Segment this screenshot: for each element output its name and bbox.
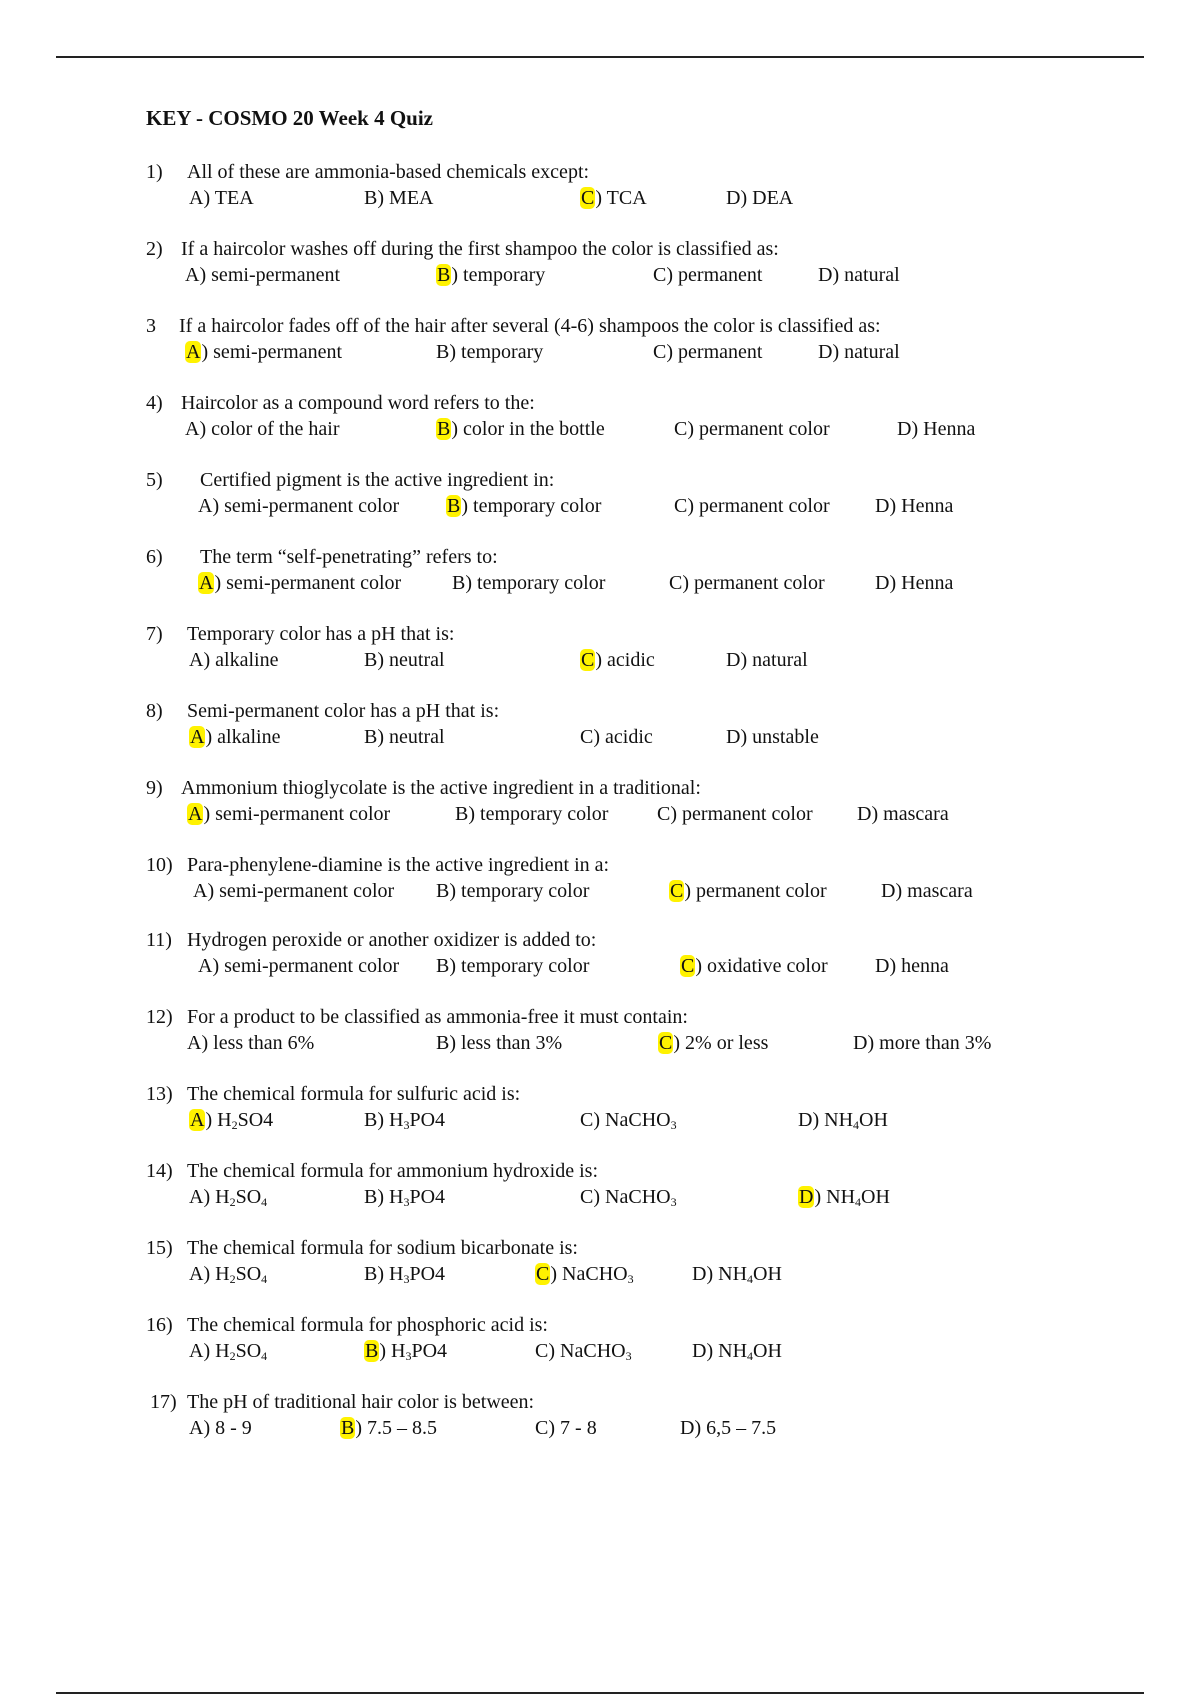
question-number: 12) <box>146 1006 173 1028</box>
option-a <box>185 264 340 287</box>
option-c <box>657 803 813 826</box>
option-c <box>580 649 655 672</box>
option-d <box>818 341 900 364</box>
option-a <box>189 1263 267 1286</box>
option-letter: C <box>674 418 688 440</box>
option-text: ) 7.5 – 8.5 <box>355 1417 438 1439</box>
option-letter: C <box>653 341 667 363</box>
option-a <box>198 495 399 518</box>
answer-highlight: C <box>581 649 595 671</box>
option-text: ) permanent color <box>687 418 830 440</box>
option-letter: B <box>364 1186 378 1208</box>
question-number: 15) <box>146 1237 173 1259</box>
question-number: 13) <box>146 1083 173 1105</box>
question-text: Semi-permanent color has a pH that is: <box>187 700 500 722</box>
answer-highlight: B <box>341 1417 355 1439</box>
option-letter: A <box>185 418 200 440</box>
option-c <box>535 1417 597 1440</box>
option-text: ) $H_3PO4$ <box>377 1186 446 1209</box>
option-letter: B <box>455 803 469 825</box>
option-c <box>580 187 647 210</box>
option-letter: A <box>189 1186 204 1208</box>
option-a <box>187 1032 314 1055</box>
question-15 <box>0 1237 1200 1297</box>
question-6 <box>0 546 1200 606</box>
option-letter: D <box>818 341 833 363</box>
answer-highlight: A <box>190 1109 205 1131</box>
option-c <box>580 726 653 749</box>
question-text: The chemical formula for sulfuric acid is: <box>187 1083 521 1105</box>
question-17 <box>0 1391 1200 1451</box>
question-number: 10) <box>146 854 173 876</box>
option-c <box>674 418 830 441</box>
question-number: 5) <box>146 469 163 491</box>
option-letter: D <box>881 880 896 902</box>
option-letter: B <box>436 955 450 977</box>
option-letter: A <box>189 1340 204 1362</box>
option-text: ) temporary color <box>449 880 590 902</box>
option-text: ) semi-permanent <box>201 341 343 363</box>
option-letter: D <box>726 187 741 209</box>
question-14 <box>0 1160 1200 1220</box>
option-text: ) color in the bottle <box>451 418 605 440</box>
option-text: ) natural <box>832 264 900 286</box>
option-text: ) color of the hair <box>199 418 340 440</box>
question-12 <box>0 1006 1200 1066</box>
option-letter: B <box>436 1032 450 1054</box>
option-text: ) temporary <box>451 264 546 286</box>
question-text: If a haircolor fades off of the hair after several (4-6) shampoos the color is classified as: <box>179 315 881 337</box>
option-b <box>364 726 445 749</box>
question-9 <box>0 777 1200 837</box>
question-10 <box>0 854 1200 914</box>
option-text: ) $NH_4OH$ <box>706 1263 782 1286</box>
option-letter: D <box>853 1032 868 1054</box>
option-letter: D <box>857 803 872 825</box>
question-number: 3 <box>146 315 156 337</box>
option-a <box>189 649 278 672</box>
option-d <box>875 572 953 595</box>
question-text: Hydrogen peroxide or another oxidizer is added to: <box>187 929 597 951</box>
option-b <box>436 264 545 287</box>
option-text: ) more than 3% <box>867 1032 992 1054</box>
option-c <box>680 955 828 978</box>
option-a <box>198 572 401 595</box>
question-text: The chemical formula for sodium bicarbonate is: <box>187 1237 578 1259</box>
option-b <box>364 1186 445 1209</box>
answer-highlight: C <box>659 1032 673 1054</box>
option-d <box>897 418 975 441</box>
option-b <box>436 418 605 441</box>
question-text: For a product to be classified as ammonia-free it must contain: <box>187 1006 688 1028</box>
question-number: 2) <box>146 238 163 260</box>
option-letter: A <box>189 1263 204 1285</box>
option-letter: D <box>875 572 890 594</box>
option-text: ) permanent <box>666 341 763 363</box>
option-a <box>193 880 394 903</box>
question-text: The chemical formula for phosphoric acid is: <box>187 1314 548 1336</box>
option-letter: B <box>452 572 466 594</box>
option-a <box>187 803 390 826</box>
option-c <box>580 1186 677 1209</box>
option-letter: C <box>657 803 671 825</box>
option-letter: D <box>692 1263 707 1285</box>
answer-highlight: B <box>447 495 461 517</box>
answer-highlight: B <box>437 418 451 440</box>
option-text: ) natural <box>832 341 900 363</box>
option-text: ) Henna <box>889 572 954 594</box>
question-16 <box>0 1314 1200 1374</box>
option-b <box>446 495 601 518</box>
option-d <box>726 649 808 672</box>
option-text: ) $NH_4OH$ <box>814 1186 890 1209</box>
option-letter: D <box>818 264 833 286</box>
option-a <box>185 341 342 364</box>
option-text: ) permanent color <box>684 880 827 902</box>
option-letter: A <box>185 264 200 286</box>
option-text: ) $H_2SO_4$ <box>203 1186 268 1209</box>
option-text: ) DEA <box>740 187 794 209</box>
option-text: ) TCA <box>595 187 647 209</box>
option-letter: D <box>726 649 741 671</box>
option-text: ) NaCHO$_3$ <box>548 1340 632 1363</box>
option-d <box>798 1109 888 1132</box>
option-text: ) unstable <box>740 726 819 748</box>
option-text: ) temporary color <box>465 572 606 594</box>
option-letter: C <box>580 726 594 748</box>
option-a <box>189 1109 273 1132</box>
option-c <box>669 572 825 595</box>
option-text: ) oxidative color <box>695 955 828 977</box>
option-d <box>726 187 793 210</box>
option-text: ) temporary color <box>468 803 609 825</box>
option-text: ) $H_3PO4$ <box>377 1263 446 1286</box>
option-text: ) Henna <box>911 418 976 440</box>
page-title: KEY - COSMO 20 Week 4 Quiz <box>146 106 434 130</box>
question-text: Temporary color has a pH that is: <box>187 623 455 645</box>
option-c <box>535 1263 634 1286</box>
option-text: ) NaCHO$_3$ <box>593 1186 677 1209</box>
bottom-rule <box>56 1692 1144 1694</box>
option-text: ) $H_2SO_4$ <box>203 1340 268 1363</box>
option-b <box>455 803 608 826</box>
option-c <box>669 880 827 903</box>
option-c <box>653 264 762 287</box>
answer-highlight: A <box>186 341 201 363</box>
option-text: ) natural <box>740 649 808 671</box>
option-text: ) $H_3PO4$ <box>377 1109 446 1132</box>
option-text: ) permanent <box>666 264 763 286</box>
answer-highlight: D <box>799 1186 814 1208</box>
option-text: ) permanent color <box>687 495 830 517</box>
question-3 <box>0 315 1200 375</box>
option-c <box>580 1109 677 1132</box>
option-a <box>189 1417 252 1440</box>
option-letter: B <box>436 880 450 902</box>
question-text: The pH of traditional hair color is between: <box>187 1391 535 1413</box>
answer-highlight: B <box>437 264 451 286</box>
question-number: 7) <box>146 623 163 645</box>
option-text: ) NaCHO$_3$ <box>593 1109 677 1132</box>
option-b <box>364 649 445 672</box>
option-text: ) semi-permanent color <box>207 880 395 902</box>
option-b <box>436 1032 562 1055</box>
option-text: ) temporary color <box>449 955 590 977</box>
option-letter: D <box>692 1340 707 1362</box>
option-letter: C <box>674 495 688 517</box>
question-number: 8) <box>146 700 163 722</box>
option-text: ) permanent color <box>682 572 825 594</box>
option-text: ) neutral <box>377 649 445 671</box>
option-c <box>653 341 762 364</box>
question-number: 9) <box>146 777 163 799</box>
question-text: The term “self-penetrating” refers to: <box>200 546 498 568</box>
option-letter: C <box>535 1417 549 1439</box>
question-number: 11) <box>146 929 172 951</box>
option-letter: D <box>875 495 890 517</box>
answer-highlight: C <box>681 955 695 977</box>
option-letter: B <box>364 726 378 748</box>
option-text: ) 2% or less <box>673 1032 769 1054</box>
option-text: ) mascara <box>895 880 973 902</box>
option-b <box>364 1109 445 1132</box>
option-letter: C <box>535 1340 549 1362</box>
option-a <box>185 418 340 441</box>
top-rule <box>56 56 1144 58</box>
question-number: 17) <box>150 1391 177 1413</box>
option-c <box>674 495 830 518</box>
question-number: 4) <box>146 392 163 414</box>
option-text: ) Henna <box>889 495 954 517</box>
option-a <box>198 955 399 978</box>
question-4 <box>0 392 1200 452</box>
option-text: ) henna <box>889 955 949 977</box>
question-text: The chemical formula for ammonium hydroxide is: <box>187 1160 598 1182</box>
option-text: ) $H_3PO4$ <box>379 1340 448 1363</box>
option-letter: D <box>798 1109 813 1131</box>
option-text: ) $H_2SO4$ <box>205 1109 274 1132</box>
question-text: Certified pigment is the active ingredient in: <box>200 469 555 491</box>
option-text: ) semi-permanent color <box>212 495 400 517</box>
option-letter: A <box>198 495 213 517</box>
option-letter: C <box>580 1186 594 1208</box>
option-letter: D <box>897 418 912 440</box>
option-text: ) less than 6% <box>201 1032 315 1054</box>
option-b <box>340 1417 437 1440</box>
option-text: ) acidic <box>593 726 653 748</box>
answer-highlight: A <box>188 803 203 825</box>
question-number: 14) <box>146 1160 173 1182</box>
option-letter: B <box>436 341 450 363</box>
option-d <box>692 1263 782 1286</box>
option-d <box>692 1340 782 1363</box>
option-d <box>853 1032 991 1055</box>
answer-highlight: C <box>670 880 684 902</box>
question-11 <box>0 929 1200 989</box>
option-text: ) neutral <box>377 726 445 748</box>
answer-highlight: C <box>536 1263 550 1285</box>
option-d <box>881 880 973 903</box>
question-1 <box>0 161 1200 221</box>
option-letter: A <box>198 955 213 977</box>
option-b <box>364 1340 447 1363</box>
answer-highlight: C <box>581 187 595 209</box>
option-letter: B <box>364 1263 378 1285</box>
option-letter: A <box>189 649 204 671</box>
option-text: ) semi-permanent color <box>212 955 400 977</box>
option-text: ) temporary <box>449 341 544 363</box>
option-text: ) temporary color <box>461 495 602 517</box>
option-text: ) mascara <box>871 803 949 825</box>
option-letter: A <box>189 1417 204 1439</box>
option-letter: B <box>364 649 378 671</box>
option-text: ) alkaline <box>205 726 281 748</box>
question-8 <box>0 700 1200 760</box>
option-text: ) NaCHO$_3$ <box>550 1263 634 1286</box>
option-b <box>436 955 589 978</box>
option-text: ) acidic <box>595 649 655 671</box>
option-text: ) semi-permanent color <box>214 572 402 594</box>
question-text: Ammonium thioglycolate is the active ingredient in a traditional: <box>181 777 701 799</box>
option-a <box>189 726 280 749</box>
option-letter: B <box>364 187 378 209</box>
option-text: ) $NH_4OH$ <box>706 1340 782 1363</box>
option-letter: D <box>875 955 890 977</box>
option-letter: A <box>193 880 208 902</box>
option-text: ) 8 - 9 <box>203 1417 252 1439</box>
question-number: 1) <box>146 161 163 183</box>
question-text: Haircolor as a compound word refers to the: <box>181 392 535 414</box>
option-d <box>798 1186 890 1209</box>
question-7 <box>0 623 1200 683</box>
question-5 <box>0 469 1200 529</box>
question-2 <box>0 238 1200 298</box>
question-text: Para-phenylene-diamine is the active ingredient in a: <box>187 854 610 876</box>
option-text: ) permanent color <box>670 803 813 825</box>
option-text: ) semi-permanent color <box>203 803 391 825</box>
answer-highlight: A <box>199 572 214 594</box>
option-letter: A <box>187 1032 202 1054</box>
option-text: ) less than 3% <box>449 1032 563 1054</box>
option-letter: A <box>189 187 204 209</box>
option-text: ) MEA <box>377 187 434 209</box>
answer-highlight: B <box>365 1340 379 1362</box>
option-c <box>658 1032 768 1055</box>
option-text: ) alkaline <box>203 649 279 671</box>
option-text: ) 6,5 – 7.5 <box>694 1417 777 1439</box>
option-letter: C <box>653 264 667 286</box>
option-letter: D <box>680 1417 695 1439</box>
option-d <box>875 955 949 978</box>
option-letter: B <box>364 1109 378 1131</box>
option-text: ) $NH_4OH$ <box>812 1109 888 1132</box>
answer-highlight: A <box>190 726 205 748</box>
option-d <box>857 803 949 826</box>
option-letter: D <box>726 726 741 748</box>
option-b <box>452 572 605 595</box>
question-number: 6) <box>146 546 163 568</box>
option-text: ) $H_2SO_4$ <box>203 1263 268 1286</box>
option-b <box>364 1263 445 1286</box>
question-13 <box>0 1083 1200 1143</box>
option-d <box>680 1417 776 1440</box>
option-text: ) semi-permanent <box>199 264 341 286</box>
option-d <box>726 726 819 749</box>
option-text: ) TEA <box>203 187 254 209</box>
option-c <box>535 1340 632 1363</box>
question-text: All of these are ammonia-based chemicals except: <box>187 161 590 183</box>
option-d <box>818 264 900 287</box>
question-number: 16) <box>146 1314 173 1336</box>
option-text: ) 7 - 8 <box>548 1417 597 1439</box>
option-a <box>189 1340 267 1363</box>
option-a <box>189 1186 267 1209</box>
option-b <box>436 880 589 903</box>
option-letter: C <box>669 572 683 594</box>
question-text: If a haircolor washes off during the first shampoo the color is classified as: <box>181 238 779 260</box>
option-a <box>189 187 254 210</box>
option-d <box>875 495 953 518</box>
option-b <box>436 341 543 364</box>
option-letter: C <box>580 1109 594 1131</box>
option-b <box>364 187 433 210</box>
